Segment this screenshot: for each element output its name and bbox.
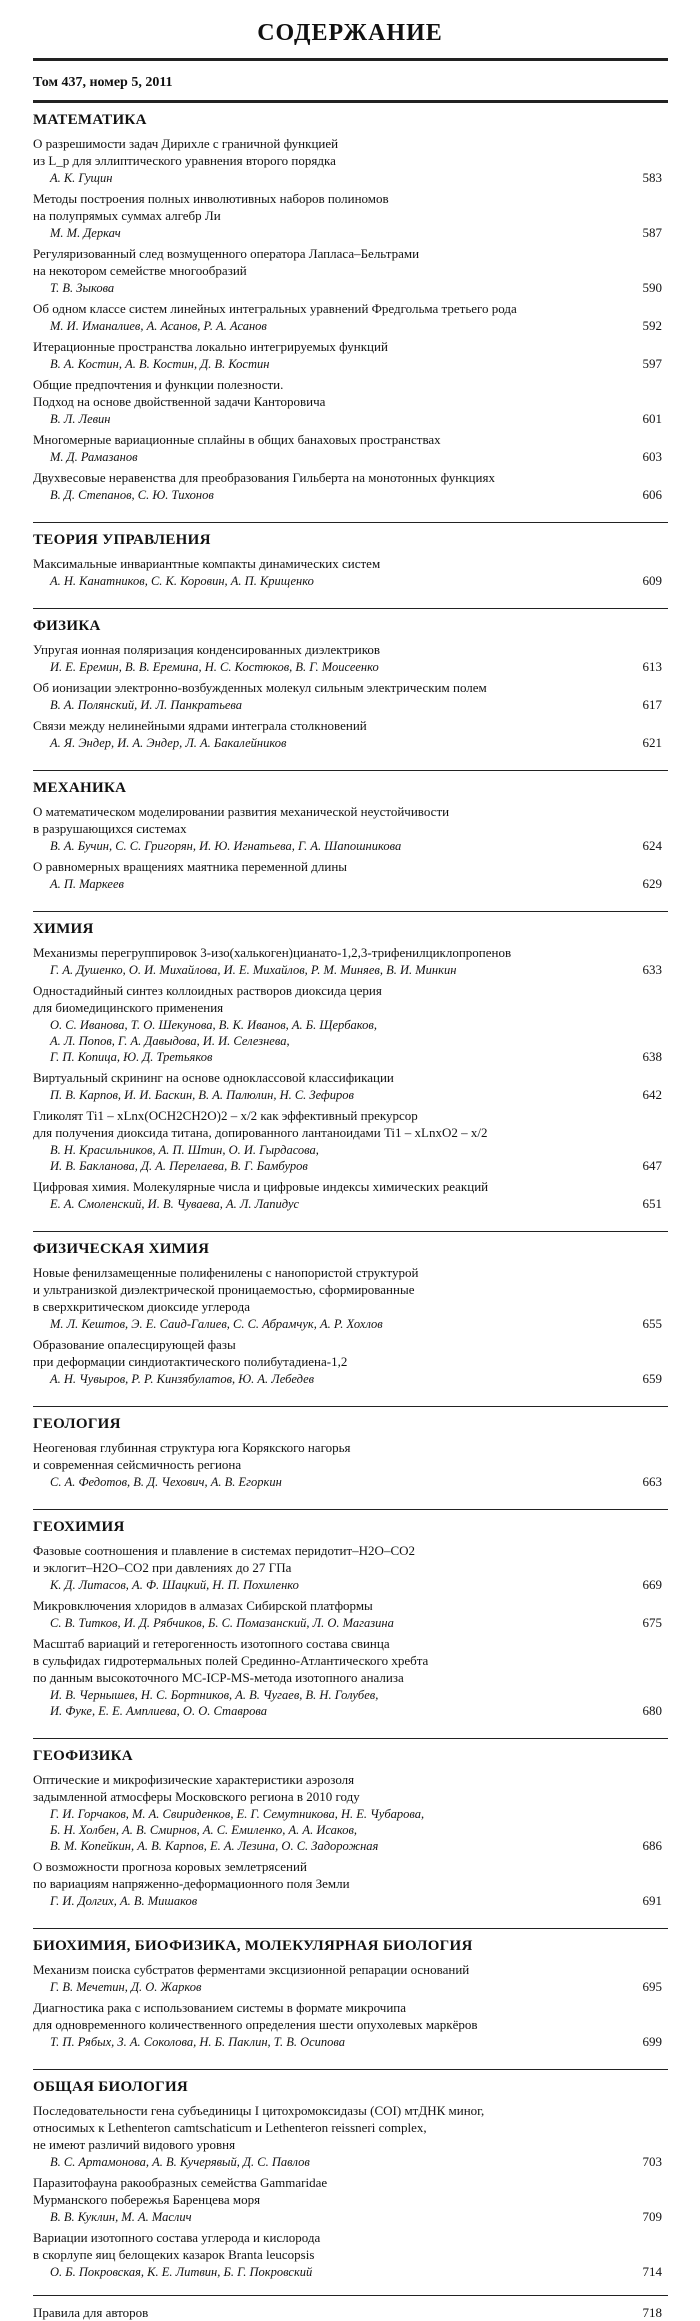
article-title-line[interactable]: и современная сейсмичность региона [33, 1457, 242, 1472]
page-number[interactable]: 647 [642, 1158, 662, 1173]
article-title-line[interactable]: Вариации изотопного состава углерода и кислорода [33, 2230, 321, 2245]
page-number[interactable]: 655 [642, 1316, 662, 1331]
article-authors: В. А. Бучин, С. С. Григорян, И. Ю. Игнатьева, Г. А. Шапошникова [50, 839, 402, 853]
page-number[interactable]: 714 [642, 2264, 662, 2279]
article-authors: А. К. Гущин [50, 171, 113, 185]
article-authors: Т. П. Рябых, З. А. Соколова, Н. Б. Паклин, Т. В. Осипова [50, 2035, 346, 2049]
article-title-line[interactable]: Итерационные пространства локально интегрируемых функций [33, 339, 388, 354]
article-title-line[interactable]: Об ионизации электронно-возбужденных молекул сильным электрическим полем [33, 680, 487, 695]
article-title-line[interactable]: Подход на основе двойственной задачи Канторовича [33, 394, 326, 409]
section-title: ОБЩАЯ БИОЛОГИЯ [33, 2079, 189, 2095]
section-separator [33, 1406, 668, 1407]
page-number[interactable]: 597 [642, 356, 662, 371]
article-title-line[interactable]: Об одном классе систем линейных интегральных уравнений Фредгольма третьего рода [33, 301, 517, 316]
section-title: МЕХАНИКА [33, 780, 127, 796]
page-number[interactable]: 691 [642, 1893, 662, 1908]
section-separator [33, 770, 668, 771]
article-title-line[interactable]: и ультранизкой диэлектрической проницаемостью, сформированные [33, 1282, 415, 1297]
heading-rule [33, 58, 668, 61]
article-title-line[interactable]: Многомерные вариационные сплайны в общих банаховых пространствах [33, 432, 441, 447]
article-authors: О. Б. Покровская, К. Е. Литвин, Б. Г. Покровский [50, 2265, 313, 2279]
article-title-line[interactable]: при деформации синдиотактического полибутадиена-1,2 [33, 1354, 348, 1369]
article-authors: С. В. Титков, И. Д. Рябчиков, Б. С. Помазанский, Л. О. Магазина [50, 1616, 394, 1630]
page-number[interactable]: 686 [642, 1838, 662, 1853]
page-number[interactable]: 699 [642, 2034, 662, 2049]
article-title-line[interactable]: Масштаб вариаций и гетерогенность изотопного состава свинца [33, 1636, 390, 1651]
article-title-line[interactable]: Упругая ионная поляризация конденсированных диэлектриков [33, 642, 381, 657]
article-title-line[interactable]: в сверхкритическом диоксиде углерода [33, 1299, 251, 1314]
article-title-line[interactable]: для одновременного количественного определения шести опухолевых маркёров [33, 2017, 478, 2032]
article-authors: Т. В. Зыкова [50, 281, 115, 295]
article-authors: Е. А. Смоленский, И. В. Чуваева, А. Л. Лапидус [50, 1197, 300, 1211]
page-number[interactable]: 592 [642, 318, 662, 333]
article-authors: А. П. Маркеев [50, 877, 124, 891]
article-title-line[interactable]: из L_p для эллиптического уравнения второго порядка [33, 153, 336, 168]
section-title: ГЕОХИМИЯ [33, 1519, 125, 1535]
article-authors: И. Е. Еремин, В. В. Еремина, Н. С. Костюков, В. Г. Моисеенко [50, 660, 379, 674]
article-authors: В. М. Копейкин, А. В. Карпов, Е. А. Лезина, О. С. Задорожная [50, 1839, 379, 1853]
article-title-line[interactable]: относимых к Lethenteron camtschaticum и Lethenteron reissneri complex, [33, 2120, 427, 2135]
article-authors: В. Л. Левин [50, 412, 111, 426]
article-title-line[interactable]: Последовательности гена субъединицы I цитохромоксидазы (COI) мтДНК миног, [33, 2103, 485, 2118]
article-title-line[interactable]: Механизм поиска субстратов ферментами эксцизионной репарации оснований [33, 1962, 470, 1977]
article-authors: М. Д. Рамазанов [50, 450, 138, 464]
article-authors: А. Л. Попов, Г. А. Давыдова, И. И. Селезнева, [50, 1034, 290, 1048]
article-title-line[interactable]: Гликолят Ti1 – xLnx(OCH2CH2O)2 – x/2 как эффективный прекурсор [33, 1108, 418, 1123]
article-title-line[interactable]: Диагностика рака с использованием системы в формате микрочипа [33, 2000, 407, 2015]
page-number[interactable]: 669 [642, 1577, 662, 1592]
article-authors: К. Д. Литасов, А. Ф. Шацкий, Н. П. Похиленко [50, 1578, 299, 1592]
page-number[interactable]: 609 [642, 573, 662, 588]
article-title-line[interactable]: Методы построения полных инволютивных наборов полиномов [33, 191, 389, 206]
article-authors: А. Я. Эндер, И. А. Эндер, Л. А. Бакалейников [50, 736, 287, 750]
article-authors: Г. П. Копица, Ю. Д. Третьяков [50, 1050, 213, 1064]
article-title-line[interactable]: Микровключения хлоридов в алмазах Сибирской платформы [33, 1598, 373, 1613]
article-title-line[interactable]: Общие предпочтения и функции полезности. [33, 377, 284, 392]
page-number[interactable]: 590 [642, 280, 662, 295]
page-number[interactable]: 621 [642, 735, 662, 750]
article-title-line[interactable]: в сульфидах гидротермальных полей Срединно-Атлантического хребта [33, 1653, 429, 1668]
page-number[interactable]: 642 [642, 1087, 662, 1102]
article-authors: В. В. Куклин, М. А. Маслич [50, 2210, 192, 2224]
article-title-line[interactable]: Одностадийный синтез коллоидных растворов диоксида церия [33, 983, 382, 998]
article-title-line[interactable]: Образование опалесцирующей фазы [33, 1337, 236, 1352]
article-title-line[interactable]: Фазовые соотношения и плавление в системах перидотит–H2O–CO2 [33, 1543, 416, 1558]
article-authors: М. И. Иманалиев, А. Асанов, Р. А. Асанов [50, 319, 267, 333]
page-number[interactable]: 629 [642, 876, 662, 891]
article-title-line[interactable]: Новые фенилзамещенные полифенилены с нанопористой структурой [33, 1265, 419, 1280]
page-number[interactable]: 583 [642, 170, 662, 185]
article-authors: В. Н. Красильников, А. П. Штин, О. И. Гырдасова, [50, 1143, 319, 1157]
section-title: ГЕОЛОГИЯ [33, 1416, 121, 1432]
section-title: ГЕОФИЗИКА [33, 1748, 133, 1764]
section-separator [33, 608, 668, 609]
section-title: ФИЗИЧЕСКАЯ ХИМИЯ [33, 1241, 210, 1257]
article-title-line[interactable]: О равномерных вращениях маятника переменной длины [33, 859, 348, 874]
section-separator [33, 911, 668, 912]
page-number[interactable]: 601 [642, 411, 662, 426]
page-number[interactable]: 663 [642, 1474, 662, 1489]
page-number[interactable]: 651 [642, 1196, 662, 1211]
article-title-line[interactable]: по вариациям напряженно-деформационного поля Земли [33, 1876, 350, 1891]
article-title-line[interactable]: Двухвесовые неравенства для преобразования Гильберта на монотонных функциях [33, 470, 495, 485]
page-number[interactable]: 680 [642, 1703, 662, 1718]
volume-info: Том 437, номер 5, 2011 [33, 75, 173, 90]
section-separator [33, 1509, 668, 1510]
article-authors: В. А. Костин, А. В. Костин, Д. В. Костин [50, 357, 270, 371]
article-title-line[interactable]: по данным высокоточного MC-ICP-MS-метода изотопного анализа [33, 1670, 404, 1685]
article-authors: А. Н. Чувыров, Р. Р. Кинзябулатов, Ю. А. Лебедев [50, 1372, 315, 1386]
section-title: ФИЗИКА [33, 618, 101, 634]
page-number[interactable]: 603 [642, 449, 662, 464]
page-number[interactable]: 613 [642, 659, 662, 674]
article-authors: А. Н. Канатников, С. К. Коровин, А. П. Крищенко [50, 574, 314, 588]
footer-separator [33, 2295, 668, 2296]
article-authors: П. В. Карпов, И. И. Баскин, В. А. Палюлин, Н. С. Зефиров [50, 1088, 354, 1102]
article-title-line[interactable]: для получения диоксида титана, допированного лантаноидами Ti1 – xLnxO2 – x/2 [33, 1125, 488, 1140]
article-authors: Г. И. Долгих, А. В. Мишаков [50, 1894, 198, 1908]
page-number[interactable]: 606 [642, 487, 662, 502]
article-title-line[interactable]: Мурманского побережья Баренцева моря [33, 2192, 261, 2207]
page-number[interactable]: 675 [642, 1615, 662, 1630]
article-title-line[interactable]: в скорлупе яиц белощеких казарок Branta leucopsis [33, 2247, 315, 2262]
page-number[interactable]: 617 [642, 697, 662, 712]
section-title: БИОХИМИЯ, БИОФИЗИКА, МОЛЕКУЛЯРНАЯ БИОЛОГИЯ [33, 1938, 473, 1954]
article-title-line[interactable]: Регуляризованный след возмущенного оператора Лапласа–Бельтрами [33, 246, 420, 261]
article-title-line[interactable]: О возможности прогноза коровых землетрясений [33, 1859, 307, 1874]
article-title-line[interactable]: Связи между нелинейными ядрами интеграла столкновений [33, 718, 367, 733]
article-title-line[interactable]: Неогеновая глубинная структура юга Корякского нагорья [33, 1440, 351, 1455]
article-authors: В. С. Артамонова, А. В. Кучерявый, Д. С. Павлов [50, 2155, 310, 2169]
article-authors: В. А. Полянский, И. Л. Панкратьева [50, 698, 243, 712]
article-authors: Г. А. Душенко, О. И. Михайлова, И. Е. Михайлов, Р. М. Миняев, В. И. Минкин [50, 963, 457, 977]
article-title-line[interactable]: О разрешимости задач Дирихле с граничной функцией [33, 136, 339, 151]
article-title-line[interactable]: на некотором семействе многообразий [33, 263, 247, 278]
section-title: МАТЕМАТИКА [33, 112, 147, 128]
page-number[interactable]: 624 [642, 838, 662, 853]
article-title-line[interactable]: для биомедицинского применения [33, 1000, 224, 1015]
article-title-line[interactable]: О математическом моделировании развития механической неустойчивости [33, 804, 450, 819]
author-guidelines-link[interactable]: Правила для авторов [33, 2305, 149, 2320]
article-title-line[interactable]: задымленной атмосферы Московского региона в 2010 году [33, 1789, 360, 1804]
article-title-line[interactable]: Оптические и микрофизические характеристики аэрозоля [33, 1772, 355, 1787]
section-title: ТЕОРИЯ УПРАВЛЕНИЯ [33, 532, 211, 548]
article-title-line[interactable]: Цифровая химия. Молекулярные числа и цифровые индексы химических реакций [33, 1179, 489, 1194]
article-authors: Б. Н. Холбен, А. В. Смирнов, А. С. Емиленко, А. А. Исаков, [50, 1823, 357, 1837]
section-title: ХИМИЯ [33, 921, 94, 937]
section-separator [33, 2069, 668, 2070]
page-number[interactable]: 709 [642, 2209, 662, 2224]
article-title-line[interactable]: и эклогит–H2O–CO2 при давлениях до 27 ГПа [33, 1560, 292, 1575]
page-number[interactable]: 703 [642, 2154, 662, 2169]
section-separator [33, 1928, 668, 1929]
article-title-line[interactable]: в разрушающихся системах [33, 821, 187, 836]
article-title-line[interactable]: Механизмы перегруппировок 3-изо(халькоген)цианато-1,2,3-трифенилциклопропенов [33, 945, 512, 960]
page-number[interactable]: 638 [642, 1049, 662, 1064]
page-number[interactable]: 659 [642, 1371, 662, 1386]
volume-rule [33, 100, 668, 103]
article-authors: М. Л. Кештов, Э. Е. Саид-Галиев, С. С. Абрамчук, А. Р. Хохлов [50, 1317, 383, 1331]
article-authors: И. Фуке, Е. Е. Амплиева, О. О. Ставрова [50, 1704, 267, 1718]
article-authors: Г. В. Мечетин, Д. О. Жарков [50, 1980, 202, 1994]
article-authors: И. В. Чернышев, Н. С. Бортников, А. В. Чугаев, В. Н. Голубев, [50, 1688, 379, 1702]
article-title-line[interactable]: на полупрямых суммах алгебр Ли [33, 208, 221, 223]
page-number[interactable]: 718 [642, 2305, 662, 2320]
article-title-line[interactable]: Максимальные инвариантные компакты динамических систем [33, 556, 381, 571]
page-title: СОДЕРЖАНИЕ [257, 20, 443, 46]
article-authors: М. М. Деркач [50, 226, 121, 240]
section-separator [33, 522, 668, 523]
article-title-line[interactable]: Паразитофауна ракообразных семейства Gammaridae [33, 2175, 328, 2190]
article-authors: С. А. Федотов, В. Д. Чехович, А. В. Егоркин [50, 1475, 282, 1489]
page-number[interactable]: 587 [642, 225, 662, 240]
section-separator [33, 1231, 668, 1232]
article-authors: И. В. Бакланова, Д. А. Перелаева, В. Г. Бамбуров [50, 1159, 308, 1173]
article-authors: О. С. Иванова, Т. О. Шекунова, В. К. Иванов, А. Б. Щербаков, [50, 1018, 377, 1032]
article-authors: Г. И. Горчаков, М. А. Свириденков, Е. Г. Семутникова, Н. Е. Чубарова, [50, 1807, 425, 1821]
article-authors: В. Д. Степанов, С. Ю. Тихонов [50, 488, 214, 502]
article-title-line[interactable]: не имеют различий видового уровня [33, 2137, 236, 2152]
page-number[interactable]: 633 [642, 962, 662, 977]
article-title-line[interactable]: Виртуальный скрининг на основе одноклассовой классификации [33, 1070, 394, 1085]
section-separator [33, 1738, 668, 1739]
page-number[interactable]: 695 [642, 1979, 662, 1994]
